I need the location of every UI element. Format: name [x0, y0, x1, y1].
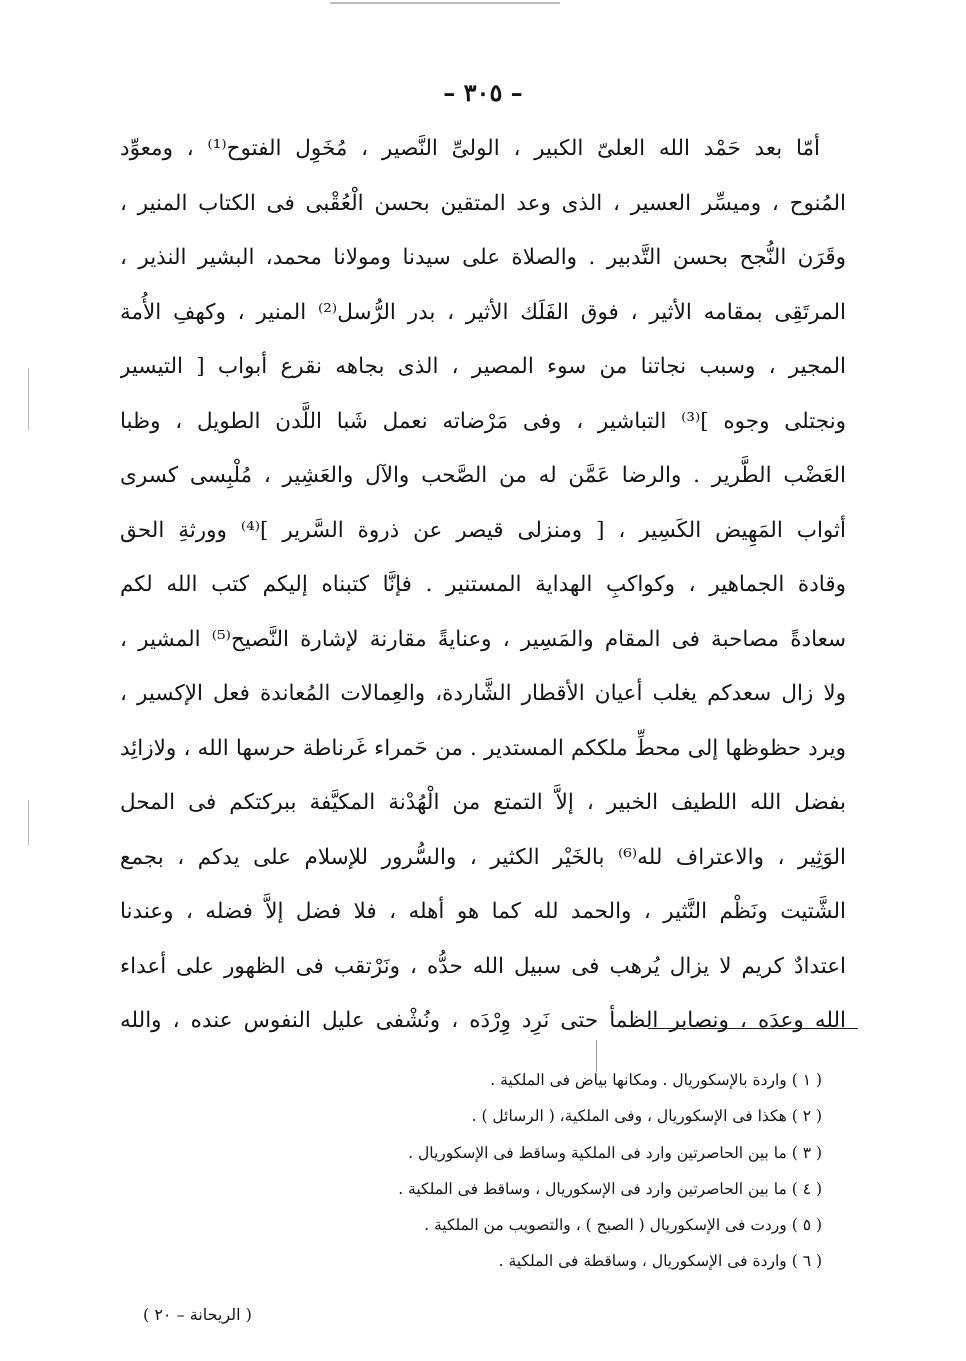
scan-artifact-left-margin: [28, 368, 29, 430]
text-line: الوَثِير ، والاعتراف لله⁽⁶⁾ بالخَيْر الكثير ، والسُّرور للإسلام على يدكم ، بجمع: [120, 844, 846, 870]
text-line: العَضْب الطَّرير . والرضا عَمَّن له من الصَّحب والآل والعَشِير ، مُلْبِسى كسرى: [120, 463, 846, 488]
text-line: بفضل الله اللطيف الخبير ، إلاَّ التمتع من الْهُدْنة المكيَّفة ببركتكم فى المحل: [120, 790, 846, 815]
text-line: وقَرَن النُّجح بحسن التَّدبير . والصلاة على سيدنا ومولانا محمد، البشير النذير ،: [120, 245, 846, 270]
text-line: المجير ، وسبب نجاتنا من سوء المصير ، الذى بجاهه نقرع أبواب [ التيسير: [120, 354, 846, 379]
text-line: أثواب المَهِيض الكَسِير ، [ ومنزلى قيصر عن ذروة السَّرير ]⁽⁴⁾ وورثةِ الحق: [120, 517, 846, 543]
text-line: وقادة الجماهير ، وكواكبِ الهداية المستنير . فإنَّا كتبناه إليكم كتب الله لكم: [120, 572, 846, 597]
text-line: ويرد حظوظها إلى محطِّ ملككم المستدير . من حَمراء غَرناطة حرسها الله ، ولازائِد: [120, 735, 846, 761]
footnote: ( ٤ ) ما بين الحاصرتين وارد فى الإسكوريال ، وساقط فى الملكية .: [398, 1179, 822, 1198]
footnote: ( ١ ) واردة بالإسكوريال . ومكانها بياض فى الملكية .: [490, 1071, 822, 1089]
footnotes-block: [200, 1062, 822, 1280]
footnote: ( ٦ ) واردة فى الإسكوريال ، وساقطة فى الملكية .: [498, 1252, 822, 1271]
page-number: – ٣٠٥ –: [443, 78, 523, 107]
text-line: الله وعدَه ، ونصابر الظمأ حتى نَرِد وِرْدَه ، ونُشْفى عليل النفوس عنده ، والله: [120, 1008, 846, 1033]
text-line: المرتَقِى بمقامه الأثير ، فوق الفَلَك الأثير ، بدر الرُّسل⁽²⁾ المنير ، وكهفِ الأُمة: [120, 299, 846, 325]
signature-mark: ( الريحانة – ٢٠ ): [143, 1305, 252, 1324]
footnote-separator: [648, 1028, 858, 1029]
text-line: اعتدادٌ كريم لا يزال يُرهب فى سبيل الله حدُّه ، ونَرْتقب فى الظهور على أعداء: [120, 953, 846, 979]
scan-artifact-left-margin-2: [28, 800, 29, 845]
text-line: سعادةً مصاحبة فى المقام والمَسِير ، وعنايةً مقارنة لإشارة النَّصيح⁽⁵⁾ المشير ،: [120, 626, 846, 652]
scan-artifact-top: [330, 2, 560, 4]
text-line: ولا زال سعدكم يغلب أعيان الأقطار الشَّاردة، والعِمالات المُعاندة فعل الإكسير ،: [120, 681, 846, 706]
text-line: المُنوح ، وميسِّر العسير ، الذى وعد المتقين بحسن الْعُقْبى فى الكتاب المنير ،: [120, 190, 846, 216]
main-text-block: [120, 122, 846, 1049]
text-line: الشَّتيت ونَظْم النَّثير ، والحمد لله كما هو أهله ، فلا فضل إلاَّ فضله ، وعندنا: [120, 899, 846, 924]
text-line: أمّا بعد حَمْد الله العلىّ الكبير ، الولىِّ النَّصير ، مُخَوِل الفتوح⁽¹⁾ ، ومعوِّد: [120, 136, 821, 161]
footnote: ( ٣ ) ما بين الحاصرتين وارد فى الملكية وساقط فى الإسكوريال .: [408, 1143, 822, 1162]
footnote: ( ٥ ) وردت فى الإسكوريال ( الصبح ) ، والتصويب من الملكية .: [424, 1216, 822, 1235]
text-line: ونجتلى وجوه ]⁽³⁾ التباشير ، وفى مَرْضاته نعمل شَبا اللَّدن الطويل ، وظبا: [120, 408, 846, 434]
footnote: ( ٢ ) هكذا فى الإسكوريال ، وفى الملكية، ( الرسائل ) .: [471, 1107, 822, 1126]
